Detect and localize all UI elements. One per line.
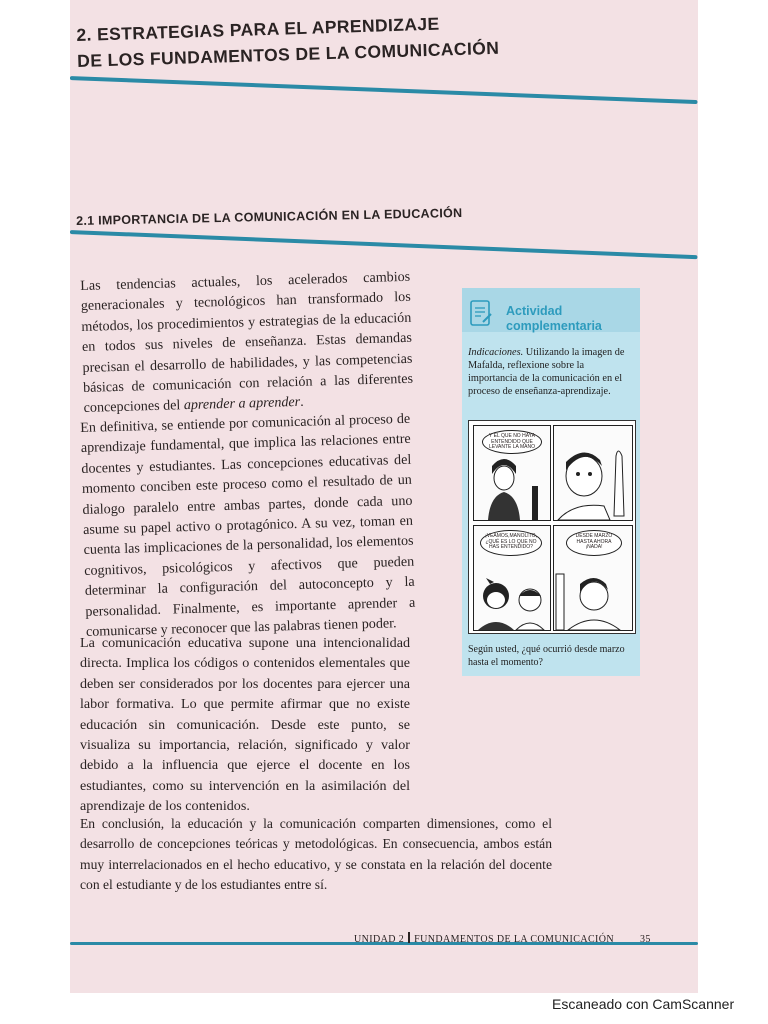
speech-bubble-1: Y EL QUE NO HAYA ENTENDIDO QUE LEVANTE LA MANO	[482, 430, 542, 454]
speech-bubble-2: ¡VEAMOS,MANOLITO, ¿QUÉ ES LO QUE NO HAS ENTENDIDO?	[480, 530, 542, 556]
mafalda-illustration	[474, 526, 550, 630]
activity-header	[462, 288, 640, 332]
teacher-illustration	[474, 426, 550, 520]
activity-box	[462, 288, 640, 676]
book-page	[70, 0, 698, 993]
footer-separator	[408, 932, 410, 943]
footer-unit: UNIDAD 2	[354, 934, 405, 945]
comic-panel-3	[473, 525, 551, 631]
paragraph-1-emphasis: aprender a aprender	[183, 394, 301, 414]
comic-panel-1	[473, 425, 551, 521]
activity-title	[506, 304, 602, 334]
section-title-line1: 2. ESTRATEGIAS PARA EL APRENDIZAJE	[76, 13, 440, 45]
mafalda-comic-strip	[468, 420, 636, 634]
paragraph-3: La comunicación educativa supone una intencionalidad directa. Implica los códigos o contenidos elementales que deben ser considerados por los docentes para ejercer una labor formativa. Lo que permite afirmar que no existe educación sin comunicación. Desde este punto, se visualiza su importancia, relación, significado y valor debido a la influencia que ejerce el docente en los estudiantes, como su intervención en la asimilación del aprendizaje de los contenidos.	[80, 635, 410, 815]
manolito-answer-illustration	[554, 526, 632, 630]
comic-panel-4	[553, 525, 633, 631]
paragraph-1-end: .	[299, 394, 304, 411]
comic-panel-2	[553, 425, 633, 521]
subsection-title-rule	[70, 230, 697, 259]
section-title	[76, 9, 500, 74]
activity-instructions	[468, 346, 634, 398]
instructions-label: Indicaciones.	[468, 347, 524, 358]
instructions-text: Utilizando la imagen de Mafalda, reflexione sobre la importancia de la comunicación en el proceso de enseñanza-aprendizaje.	[468, 347, 625, 397]
activity-title-line1: Actividad	[506, 304, 563, 318]
speech-bubble-3: DESDE MARZO HASTA AHORA ¡NADA!	[566, 530, 622, 556]
scanner-watermark: Escaneado con CamScanner	[552, 996, 735, 1012]
paragraph-4: En conclusión, la educación y la comunicación comparten dimensiones, como el desarrollo de concepciones teóricas y metodológicas. En consecuencia, ambos están muy interrelacionados en el hecho educativo, y se constata en la relación del docente con el estudiante y de los estudiantes entre sí.	[80, 816, 552, 893]
activity-title-line2: complementaria	[506, 319, 602, 333]
section-title-rule	[70, 76, 698, 104]
activity-question: Según usted, ¿qué ocurrió desde marzo hasta el momento?	[468, 644, 625, 668]
page-footer	[354, 932, 651, 945]
section-title-line2: DE LOS FUNDAMENTOS DE LA COMUNICACIÓN	[76, 37, 500, 71]
paragraph-1-text: Las tendencias actuales, los acelerados cambios generacionales y tecnológicos han transformado los métodos, los procedimientos y estrategias de la educación en todos sus niveles de enseñanza. Estas demandas precisan el desarrollo de habilidades, y las competencias básicas de comunicación con relación a las diferentes concepciones del	[80, 268, 414, 417]
subsection-title: 2.1 IMPORTANCIA DE LA COMUNICACIÓN EN LA EDUCACIÓN	[76, 205, 463, 228]
page-number: 35	[640, 934, 651, 945]
manolito-illustration	[554, 426, 632, 520]
paragraph-2: En definitiva, se entiende por comunicación al proceso de aprendizaje fundamental, que implica las relaciones entre docentes y estudiantes. Las concepciones educativas del momento conciben este proceso como el resultado de un dialogo paralelo entre ambas partes, donde cada uno asume su papel activo o protagónico. A su vez, toman en cuenta las implicaciones de la personalidad, los elementos cognitivos, psicológicos y afectivos que pueden determinar la configuración del autoconcepto y la personalidad. Finalmente, es importante aprender a comunicarse y reconocer que las palabras tienen poder.	[80, 410, 416, 640]
document-pencil-icon	[470, 300, 492, 328]
footer-chapter: FUNDAMENTOS DE LA COMUNICACIÓN	[414, 934, 615, 945]
paragraph-1	[80, 267, 414, 419]
